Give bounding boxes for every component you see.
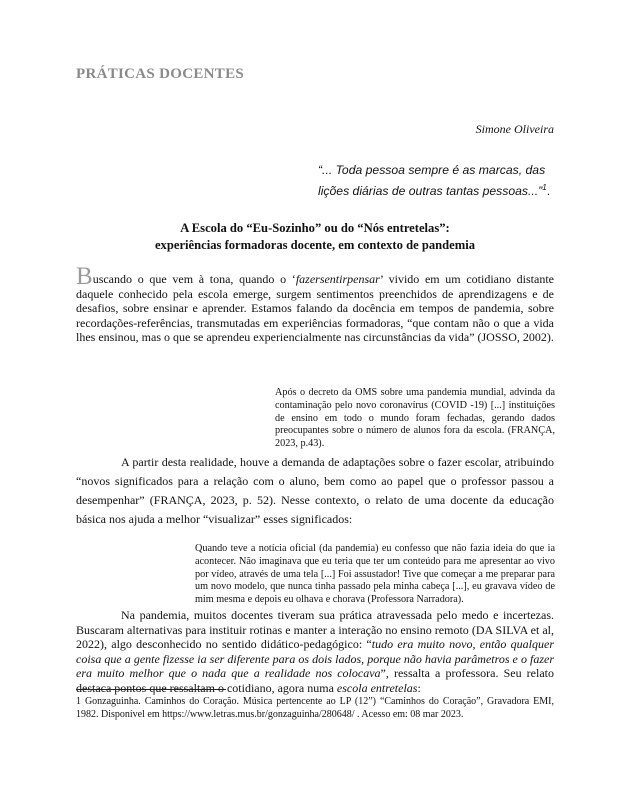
section-title: PRÁTICAS DOCENTES — [76, 66, 245, 82]
paragraph-1 — [76, 263, 554, 345]
epigraph — [318, 162, 558, 200]
drop-cap: B — [76, 263, 93, 290]
paragraph-3-text-c: : — [417, 680, 421, 695]
paragraph-3-text-a: Na pandemia, muitos docentes tiveram sua prática atravessada pelo medo e incertezas. Buscaram alternativas para instituir rotinas e manter a interação no ensino remoto (DA SILVA et al, 2022), algo desconhecido no sentido didático-pedagógico: “ — [76, 608, 554, 652]
block-quote-1: Após o decreto da OMS sobre uma pandemia mundial, advinda da contaminação pelo novo coronavírus (COVID -19) [...] instituições de ensino em todo o mundo foram fechadas, gerando dados preocupantes sobre o número de alunos fora da escola. (FRANÇA, 2023, p.43). — [275, 387, 555, 450]
heading-line-2: experiências formadoras docente, em contexto de pandemia — [154, 238, 476, 252]
epigraph-quote: “... Toda pessoa sempre é as marcas, das lições diárias de outras tantas pessoas...” — [318, 163, 546, 199]
article-heading — [76, 220, 554, 254]
footnote: 1 Gonzaguinha. Caminhos do Coração. Música pertencente ao LP (12”) “Caminhos do Coração”, Gravadora EMI, 1982. Disponível em https://www.letras.mus.br/gonzaguinha/280648/ . Acesso em: 08 mar 2023. — [76, 696, 554, 720]
paragraph-3-italic-term: escola entretelas — [336, 680, 418, 695]
paragraph-1-italic: fazersentirpensar — [295, 272, 380, 286]
footnote-marker[interactable]: 1 — [542, 183, 547, 192]
paragraph-3 — [76, 608, 554, 696]
heading-line-1: A Escola do “Eu-Sozinho” ou do “Nós entretelas”: — [180, 221, 450, 235]
paragraph-1-text-b: ’ vivido em um cotidiano distante daquele conhecido pela escola emerge, surgem sentimentos preenchidos de aprendizagens e de desafios, sobre ensinar e aprender. Estamos falando da docência em tempos de pandemia, sobre recordações-referências, transmutadas em experiências formadoras, “que contam não o que a vida lhes ensinou, mas o que se aprendeu experiencialmente nas circunstâncias da vida” (JOSSO, 2002). — [76, 272, 554, 345]
paragraph-3-italic-quote: tudo era muito novo, então qualquer coisa que a gente fizesse ia ser diferente para os dois lados, porque não havia parâmetros e o fazer era muito melhor que o nada que a realidade nos colocava — [76, 637, 554, 681]
block-quote-2: Quando teve a notícia oficial (da pandemia) eu confesso que não fazia ideia do que ia acontecer. Não imaginava que eu teria que ter um conteúdo para me apresentar ao vivo por vídeo, através de uma tela [...] Foi assustador! Tive que começar a me preparar para um novo modelo, que nunca tinha passado pela minha cabeça [...], eu gravava vídeo de mim mesma e depois eu olhava e chorava (Professora Narradora). — [195, 543, 555, 606]
footnote-divider — [76, 689, 226, 690]
paragraph-3-text-b: ”, ressalta a professora. Seu relato destaca pontos que ressaltam o cotidiano, agora numa — [76, 666, 554, 695]
epigraph-end: . — [546, 184, 551, 199]
paragraph-1-text-a: uscando o que vem à tona, quando o ‘ — [92, 272, 296, 286]
paragraph-2: A partir desta realidade, houve a demanda de adaptações sobre o fazer escolar, atribuindo “novos significados para a relação com o aluno, bem como ao papel que o professor passou a desempenhar” (FRANÇA, 2023, p. 52). Nesse contexto, o relato de uma docente da educação básica nos ajuda a melhor “visualizar” esses significados: — [76, 455, 554, 526]
author-name: Simone Oliveira — [475, 122, 554, 136]
